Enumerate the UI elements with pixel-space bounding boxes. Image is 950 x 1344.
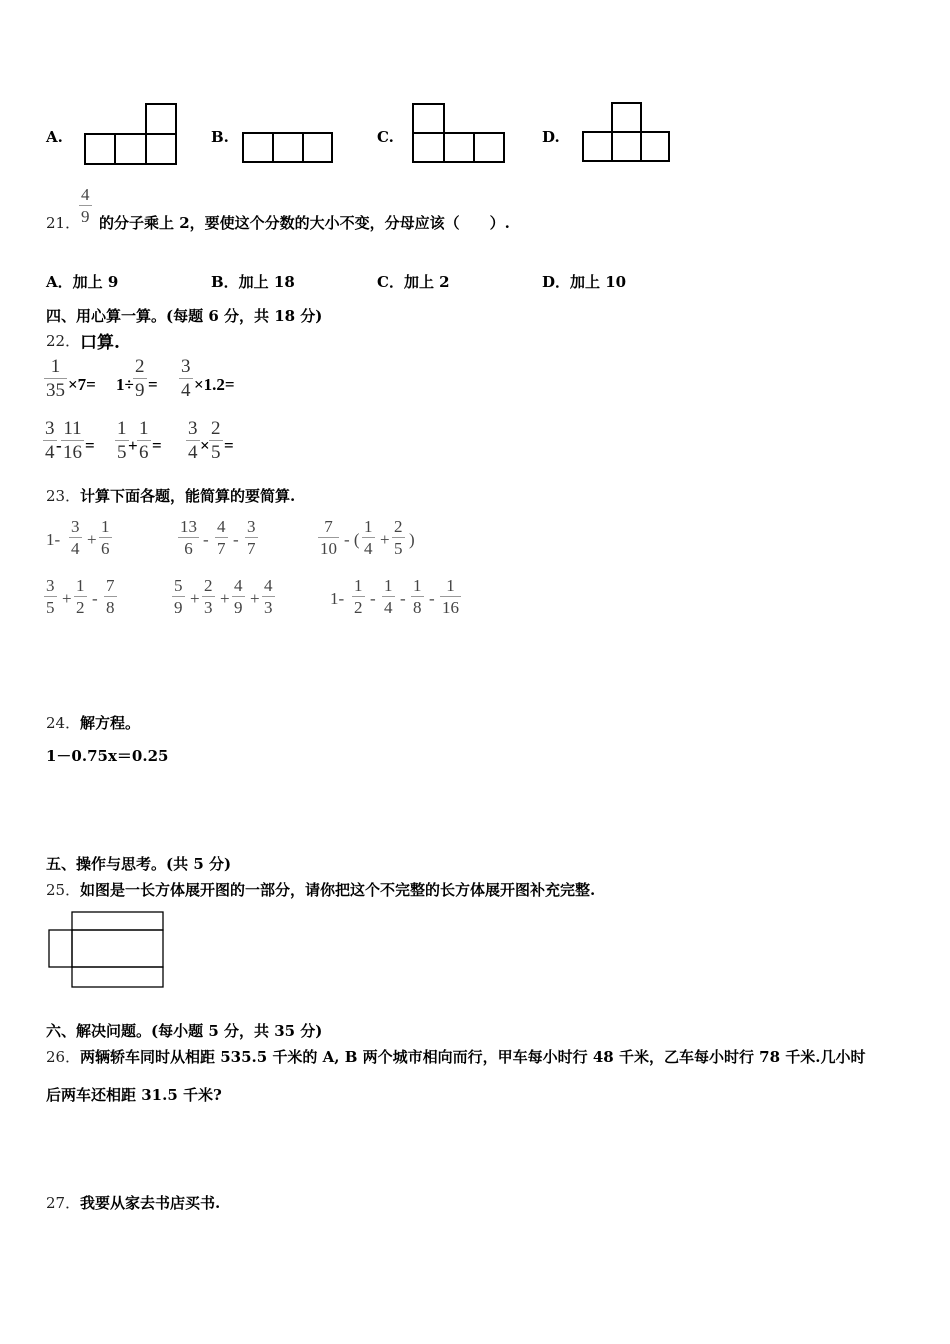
q22-r2-e2-frac2 bbox=[137, 419, 151, 462]
frac-den: 9 bbox=[174, 598, 183, 617]
frac-den: 4 bbox=[71, 539, 80, 558]
frac-num: 1 bbox=[446, 576, 455, 595]
frac-den: 5 bbox=[394, 539, 403, 558]
frac-num: 3 bbox=[181, 356, 191, 377]
q22-r2-e1-frac1 bbox=[43, 419, 57, 462]
q23-r2e2-op3: + bbox=[250, 589, 260, 608]
frac-num: 2 bbox=[394, 517, 403, 536]
q21-option-d: D．加上 10 bbox=[542, 273, 627, 291]
q23-r2e3-op3: - bbox=[429, 589, 435, 608]
q23-r2e1-frac1 bbox=[44, 577, 57, 616]
q22-r1-e1-frac bbox=[44, 357, 67, 400]
option-b-figure bbox=[242, 132, 334, 164]
q23-r2e1-frac3 bbox=[104, 577, 117, 616]
frac-num: 1 bbox=[354, 576, 363, 595]
frac-num: 1 bbox=[364, 517, 373, 536]
q23-r2e2-frac1 bbox=[172, 577, 185, 616]
frac-den: 5 bbox=[117, 442, 127, 463]
q21-text: 的分子乘上 2，要使这个分数的大小不变，分母应该（ ）. bbox=[99, 214, 510, 232]
q21-option-b: B．加上 18 bbox=[211, 273, 295, 291]
frac-den: 4 bbox=[45, 442, 55, 463]
q23-r1e1-frac2 bbox=[99, 518, 112, 557]
q21-option-a: A．加上 9 bbox=[46, 273, 119, 291]
q21-frac-den: 9 bbox=[81, 207, 90, 226]
q22-r2-e2-tail: = bbox=[152, 436, 162, 455]
q23-r1e3-frac3 bbox=[392, 518, 405, 557]
option-d-label: D. bbox=[542, 128, 560, 146]
q26-number: 26． bbox=[46, 1048, 81, 1066]
q22-r2-e1-frac2 bbox=[61, 419, 84, 462]
frac-num: 2 bbox=[135, 356, 145, 377]
q23-r1e2-frac2 bbox=[215, 518, 228, 557]
q23-r1e3-frac1 bbox=[318, 518, 339, 557]
frac-num: 1 bbox=[413, 576, 422, 595]
q23-r2e2-frac3 bbox=[232, 577, 245, 616]
frac-num: 2 bbox=[204, 576, 213, 595]
q23-r1e1-op: + bbox=[87, 530, 97, 549]
q22-title: 口算. bbox=[80, 333, 120, 353]
q23-r1e3-frac2 bbox=[362, 518, 375, 557]
frac-den: 7 bbox=[247, 539, 256, 558]
q22-r1-e2-tail: = bbox=[148, 375, 158, 394]
q22-r1-e2-head: 1÷ bbox=[116, 375, 134, 394]
q23-title: 计算下面各题，能简算的要简算. bbox=[80, 487, 296, 505]
frac-den: 4 bbox=[384, 598, 393, 617]
frac-num: 1 bbox=[76, 576, 85, 595]
q27-text: 我要从家去书店买书. bbox=[80, 1194, 221, 1212]
frac-num: 3 bbox=[247, 517, 256, 536]
frac-den: 6 bbox=[139, 442, 149, 463]
q22-r2-e3-tail: = bbox=[224, 436, 234, 455]
q22-r2-e3-op: × bbox=[200, 436, 210, 455]
q23-r2e3-op2: - bbox=[400, 589, 406, 608]
q22-r1-e3-frac bbox=[179, 357, 193, 400]
q22-r1-e2-frac bbox=[133, 357, 147, 400]
q23-r2e3-frac2 bbox=[382, 577, 395, 616]
frac-num: 7 bbox=[106, 576, 115, 595]
frac-den: 35 bbox=[46, 380, 65, 401]
q27-number: 27． bbox=[46, 1194, 81, 1212]
frac-num: 3 bbox=[46, 576, 55, 595]
q22-r2-e3-frac1 bbox=[186, 419, 200, 462]
q23-r2e3-lead: 1- bbox=[330, 589, 345, 608]
q23-r2e3-frac4 bbox=[440, 577, 461, 616]
frac-num: 7 bbox=[324, 517, 333, 536]
frac-num: 5 bbox=[174, 576, 183, 595]
frac-den: 10 bbox=[320, 539, 337, 558]
q23-r2e3-frac3 bbox=[411, 577, 424, 616]
q25-text: 如图是一长方体展开图的一部分，请你把这个不完整的长方体展开图补充完整. bbox=[80, 881, 596, 899]
option-d-figure bbox=[582, 102, 672, 162]
option-c-figure bbox=[412, 103, 506, 163]
q22-r2-e1-op: - bbox=[56, 436, 62, 455]
frac-num: 1 bbox=[101, 517, 110, 536]
section-6-heading: 六、解决问题。(每小题 5 分，共 35 分) bbox=[46, 1022, 323, 1040]
q26-line1: 两辆轿车同时从相距 535.5 千米的 A, B 两个城市相向而行，甲车每小时行 48 千米，乙车每小时行 78 千米.几小时 bbox=[80, 1048, 866, 1066]
frac-den: 8 bbox=[106, 598, 115, 617]
q23-r2e1-frac2 bbox=[74, 577, 87, 616]
q23-r1e3-close: ) bbox=[409, 530, 415, 549]
q21-option-c: C．加上 2 bbox=[377, 273, 450, 291]
frac-den: 4 bbox=[181, 380, 191, 401]
frac-den: 6 bbox=[101, 539, 110, 558]
q24-title: 解方程。 bbox=[80, 714, 141, 732]
frac-den: 5 bbox=[211, 442, 221, 463]
q23-r2e1-op1: + bbox=[62, 589, 72, 608]
q22-r2-e3-frac2 bbox=[209, 419, 223, 462]
frac-den: 4 bbox=[188, 442, 198, 463]
q22-r1-e1-tail: ×7= bbox=[68, 375, 96, 394]
q23-r2e2-frac4 bbox=[262, 577, 275, 616]
q23-r1e1-frac1 bbox=[69, 518, 82, 557]
option-a-label: A. bbox=[46, 128, 63, 146]
q23-r1e2-frac3 bbox=[245, 518, 258, 557]
option-a-figure bbox=[84, 103, 178, 165]
frac-num: 3 bbox=[71, 517, 80, 536]
frac-den: 5 bbox=[46, 598, 55, 617]
option-b-label: B. bbox=[211, 128, 229, 146]
q24-equation: 1－0.75x＝0.25 bbox=[46, 747, 169, 765]
frac-num: 13 bbox=[180, 517, 197, 536]
frac-den: 4 bbox=[364, 539, 373, 558]
option-c-label: C. bbox=[377, 128, 394, 146]
frac-num: 1 bbox=[139, 418, 149, 439]
frac-num: 3 bbox=[45, 418, 55, 439]
frac-num: 3 bbox=[188, 418, 198, 439]
q23-r1e3-op1: - ( bbox=[344, 530, 360, 549]
frac-den: 16 bbox=[442, 598, 459, 617]
q23-r2e2-frac2 bbox=[202, 577, 215, 616]
q22-number: 22． bbox=[46, 332, 81, 350]
frac-num: 11 bbox=[63, 418, 82, 439]
frac-den: 9 bbox=[234, 598, 243, 617]
q21-frac-num: 4 bbox=[81, 185, 90, 204]
q23-r2e3-op1: - bbox=[370, 589, 376, 608]
q24-number: 24． bbox=[46, 714, 81, 732]
q22-r2-e2-frac1 bbox=[115, 419, 129, 462]
frac-den: 3 bbox=[204, 598, 213, 617]
frac-num: 2 bbox=[211, 418, 221, 439]
frac-den: 8 bbox=[413, 598, 422, 617]
q23-r2e2-op1: + bbox=[190, 589, 200, 608]
q25-net-diagram bbox=[48, 911, 166, 989]
frac-den: 3 bbox=[264, 598, 273, 617]
frac-den: 9 bbox=[135, 380, 145, 401]
q23-r1e3-op2: + bbox=[380, 530, 390, 549]
q23-r1e2-frac1 bbox=[178, 518, 199, 557]
q23-r1e1-lead: 1- bbox=[46, 530, 61, 549]
frac-num: 1 bbox=[117, 418, 127, 439]
frac-den: 2 bbox=[76, 598, 85, 617]
q25-number: 25． bbox=[46, 881, 81, 899]
q22-r2-e2-op: + bbox=[128, 436, 138, 455]
frac-den: 6 bbox=[184, 539, 193, 558]
q22-r1-e3-tail: ×1.2= bbox=[194, 375, 235, 394]
q26-line2: 后两车还相距 31.5 千米? bbox=[46, 1086, 222, 1104]
q23-r2e3-frac1 bbox=[352, 577, 365, 616]
frac-num: 1 bbox=[50, 356, 61, 377]
frac-num: 4 bbox=[234, 576, 243, 595]
q23-r1e2-op2: - bbox=[233, 530, 239, 549]
section-5-heading: 五、操作与思考。(共 5 分) bbox=[46, 855, 232, 873]
frac-den: 16 bbox=[63, 442, 82, 463]
q23-number: 23． bbox=[46, 487, 81, 505]
frac-num: 4 bbox=[264, 576, 273, 595]
frac-den: 2 bbox=[354, 598, 363, 617]
q23-r1e2-op1: - bbox=[203, 530, 209, 549]
q23-r2e1-op2: - bbox=[92, 589, 98, 608]
q22-r2-e1-tail: = bbox=[85, 436, 95, 455]
q21-fraction bbox=[79, 186, 92, 225]
frac-den: 7 bbox=[217, 539, 226, 558]
section-4-heading: 四、用心算一算。(每题 6 分，共 18 分) bbox=[46, 307, 323, 325]
frac-num: 4 bbox=[217, 517, 226, 536]
q23-r2e2-op2: + bbox=[220, 589, 230, 608]
frac-num: 1 bbox=[384, 576, 393, 595]
q21-number: 21． bbox=[46, 214, 81, 232]
